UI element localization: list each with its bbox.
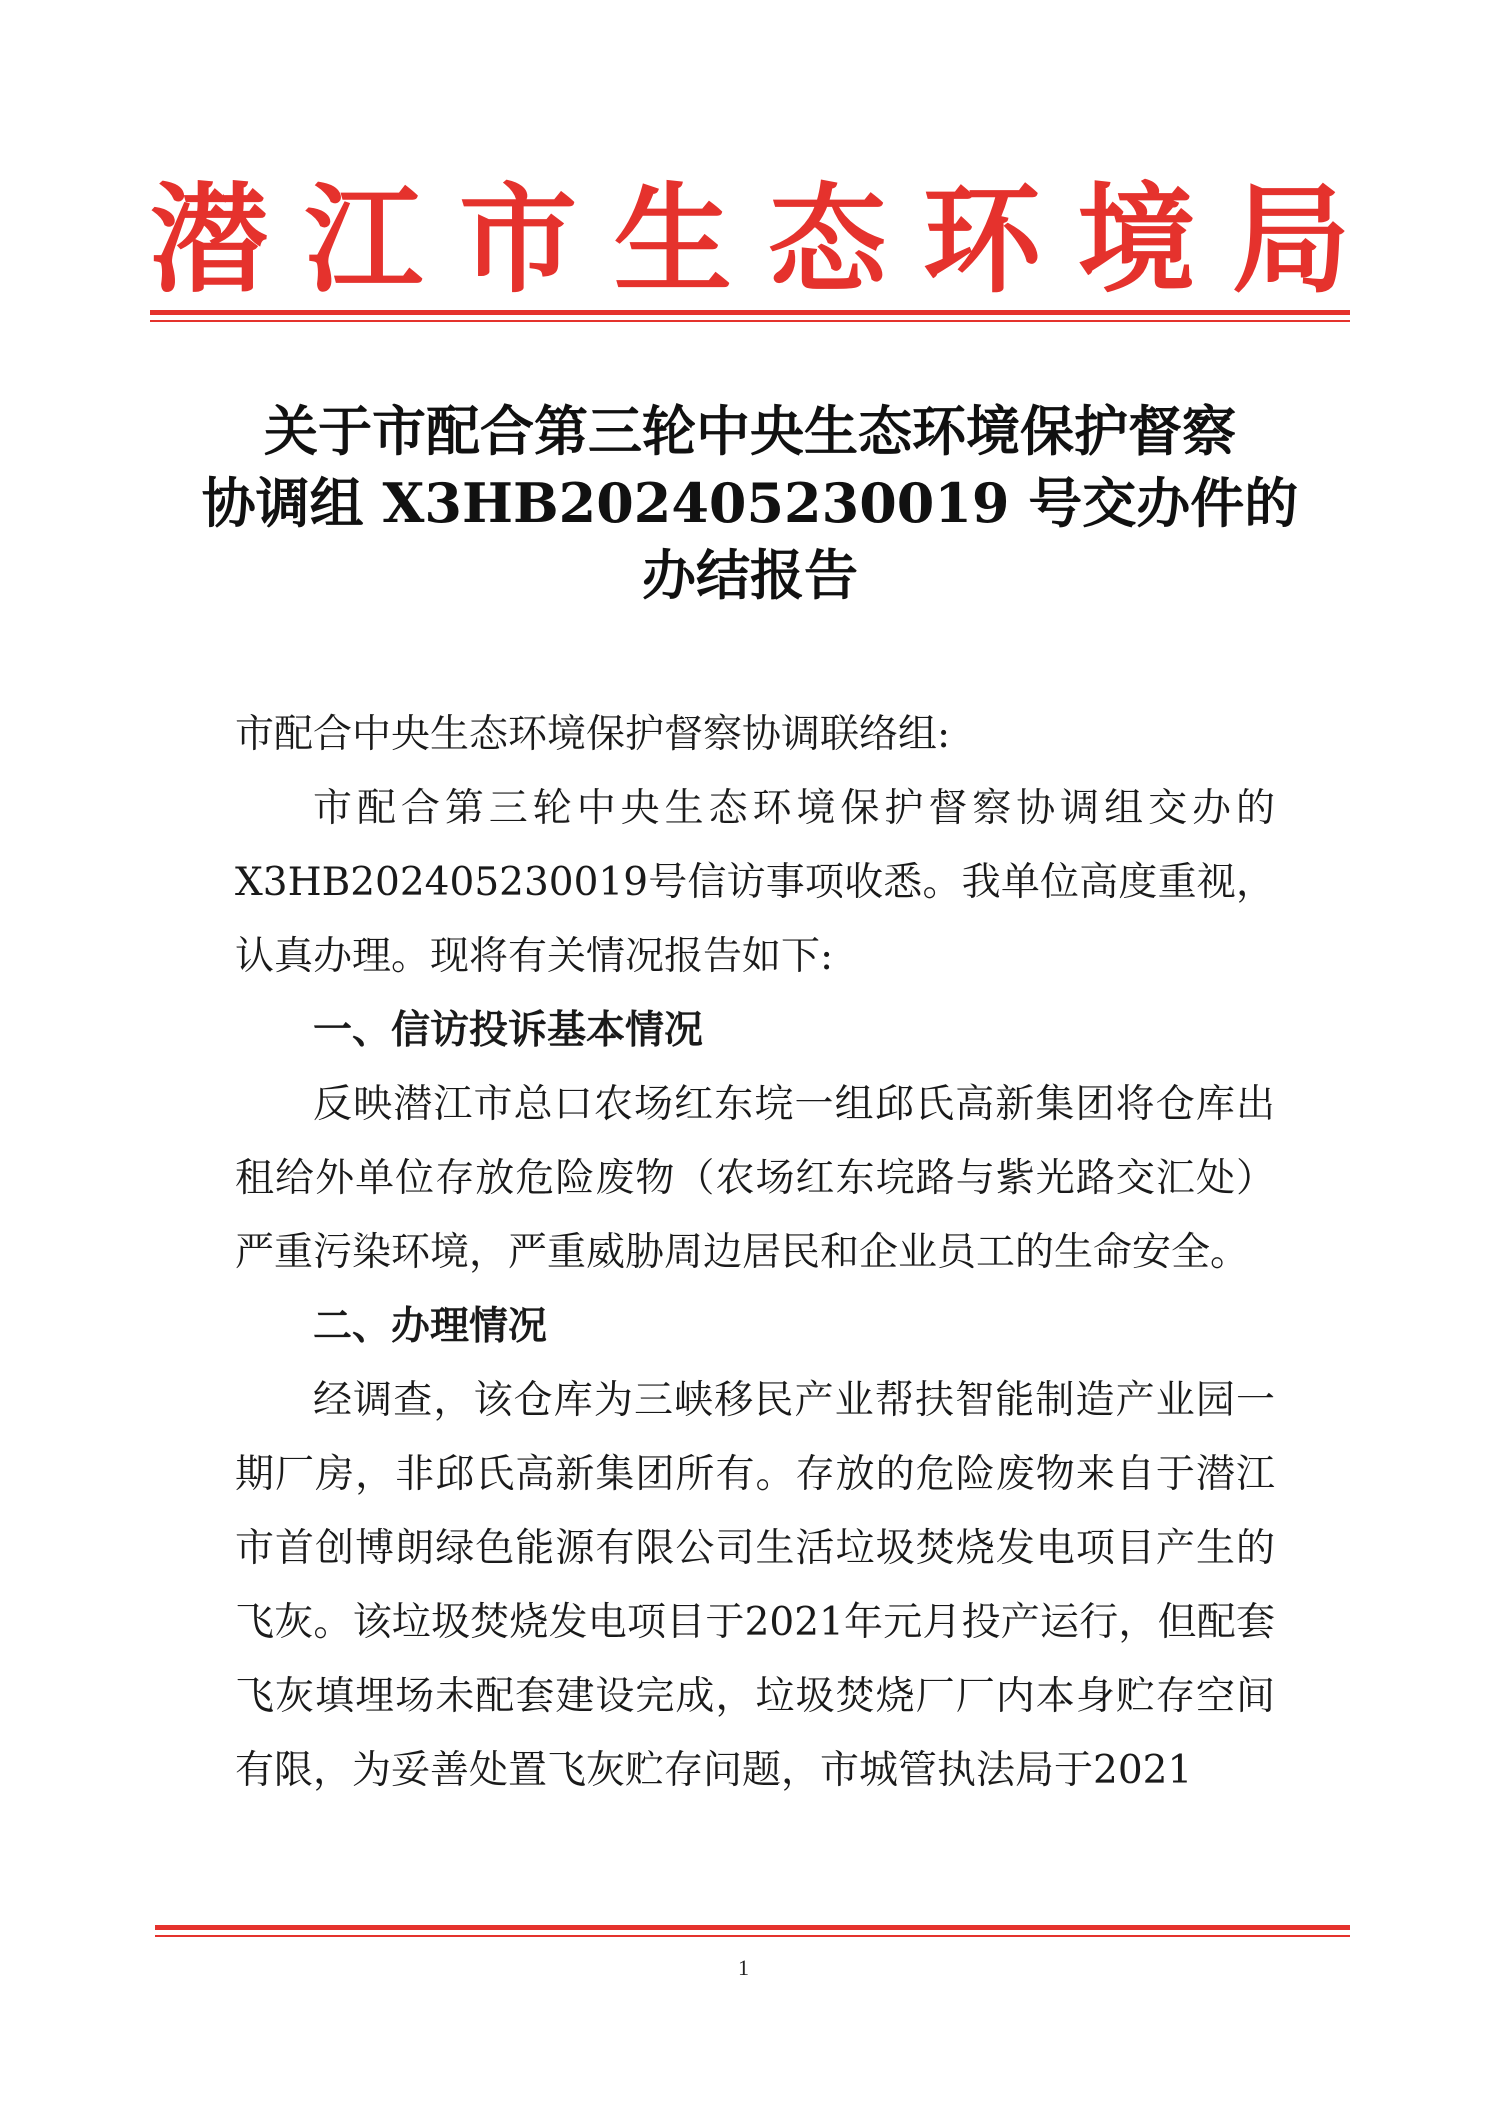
title-line: 办结报告 bbox=[642, 543, 858, 607]
document-title bbox=[150, 395, 1350, 611]
handling-paragraph: 经调查，该仓库为三峡移民产业帮扶智能制造产业园一期厂房，非邱氏高新集团所有。存放的危险废物来自于潜江市首创博朗绿色能源有限公司生活垃圾焚烧发电项目产生的飞灰。该垃圾焚烧发电项目于2021年元月投产运行，但配套飞灰填埋场未配套建设完成，垃圾焚烧厂厂内本身贮存空间有限，为妥善处置飞灰贮存问题，市城管执法局于2021 bbox=[235, 1378, 1275, 1793]
masthead-rule-thick bbox=[150, 310, 1350, 315]
masthead-char: 环 bbox=[922, 170, 1041, 309]
title-line: 关于市配合第三轮中央生态环境保护督察 bbox=[264, 399, 1236, 463]
masthead bbox=[150, 170, 1350, 310]
footer-rule-thin bbox=[155, 1935, 1350, 1937]
masthead-char: 境 bbox=[1077, 170, 1196, 309]
masthead-char: 潜 bbox=[150, 170, 269, 309]
masthead-char: 江 bbox=[304, 170, 423, 309]
page-number: 1 bbox=[738, 1955, 749, 1980]
masthead-rule-thin bbox=[150, 320, 1350, 322]
section-heading: 一、信访投诉基本情况 bbox=[313, 1008, 704, 1053]
title-line: 协调组 X3HB202405230019 号交办件的 bbox=[201, 471, 1299, 535]
masthead-char: 生 bbox=[613, 170, 732, 309]
salutation: 市配合中央生态环境保护督察协调联络组: bbox=[235, 712, 951, 757]
complaint-paragraph: 反映潜江市总口农场红东垸一组邱氏高新集团将仓库出租给外单位存放危险废物（农场红东垸路与紫光路交汇处）严重污染环境，严重威胁周边居民和企业员工的生命安全。 bbox=[235, 1082, 1275, 1275]
intro-paragraph: 市配合第三轮中央生态环境保护督察协调组交办的X3HB202405230019号信访事项收悉。我单位高度重视，认真办理。现将有关情况报告如下: bbox=[235, 786, 1275, 979]
footer-rule-thick bbox=[155, 1925, 1350, 1930]
section-heading: 二、办理情况 bbox=[313, 1304, 548, 1349]
masthead-char: 市 bbox=[459, 170, 578, 309]
masthead-char: 局 bbox=[1231, 170, 1350, 309]
document-body bbox=[235, 698, 1275, 1808]
masthead-char: 态 bbox=[768, 170, 887, 309]
